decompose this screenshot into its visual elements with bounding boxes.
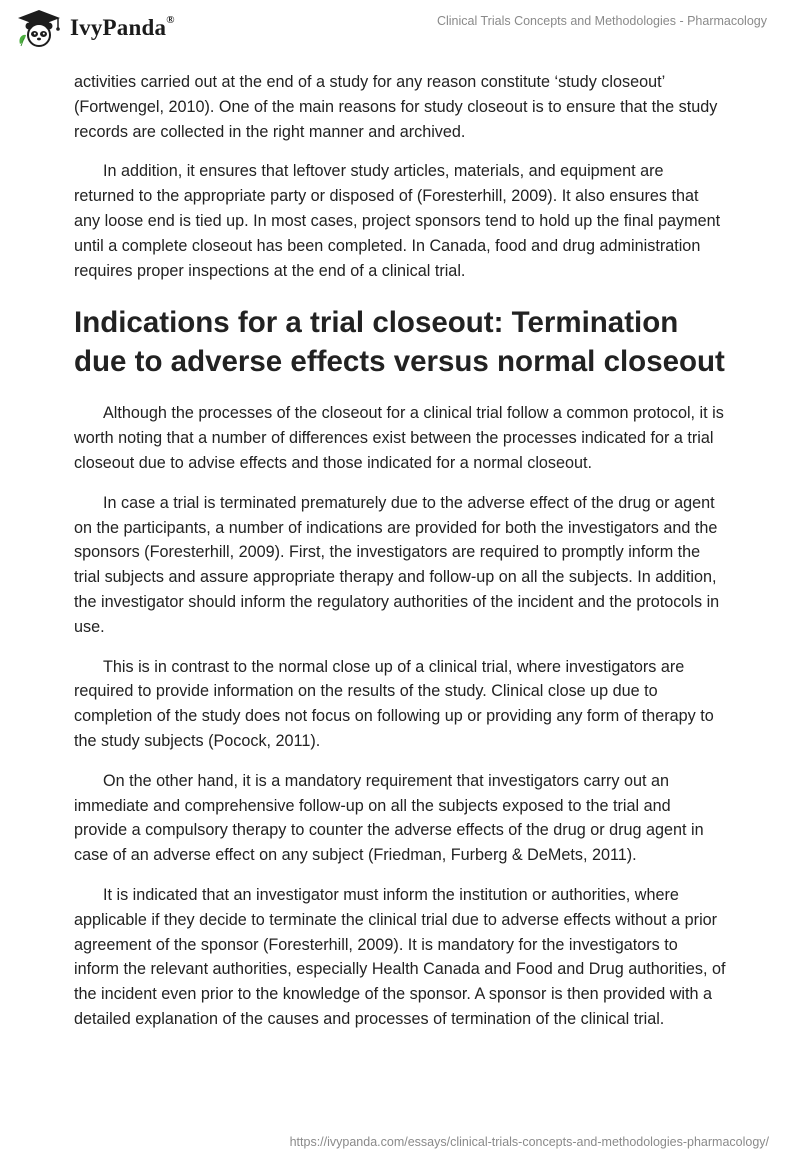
section-heading: Indications for a trial closeout: Termination due to adverse effects versus normal closeout [74,306,725,379]
source-url[interactable]: https://ivypanda.com/essays/clinical-trials-concepts-and-methodologies-pharmacology/ [289,1135,769,1149]
paragraph: activities carried out at the end of a study for any reason constitute ‘study closeout’ (Fortwengel, 2010). One of the main reasons for study closeout is to ensure that the study records are collected in the right manner and archived. [74,73,718,141]
paragraph: Although the processes of the closeout for a clinical trial follow a common protocol, it is worth noting that a number of differences exist between the processes indicated for a trial closeout due to advise effects and those indicated for a normal closeout. [74,404,724,472]
panda-graduate-icon [14,8,64,48]
page-header [0,0,800,60]
paragraph: On the other hand, it is a mandatory requirement that investigators carry out an immediate and comprehensive follow-up on all the subjects exposed to the trial and provide a compulsory therapy to counter the adverse effects of the drug or drug agent in case of an adverse effect on any subject (Friedman, Furberg & DeMets, 2011). [74,771,704,865]
paragraph: In addition, it ensures that leftover study articles, materials, and equipment are returned to the appropriate party or disposed of (Foresterhill, 2009). It also ensures that any loose end is tied up. In most cases, project sponsors tend to hold up the final payment until a complete closeout has been completed. In Canada, food and drug administration requires proper inspections at the end of a clinical trial. [74,162,721,280]
ivypanda-logo[interactable] [14,8,175,48]
brand-name [70,15,175,41]
paragraph: This is in contrast to the normal close up of a clinical trial, where investigators are required to provide information on the results of the study. Clinical close up due to completion of the study does not focus on following up or providing any form of therapy to the study subjects (Pocock, 2011). [74,657,714,750]
article-body [74,70,726,1047]
paragraph: It is indicated that an investigator must inform the institution or authorities, where applicable if they decide to terminate the clinical trial due to adverse effects without a prior agreement of the sponsor (Foresterhill, 2009). It is mandatory for the investigators to inform the relevant authorities, especially Health Canada and Food and Drug authorities, of the incident even prior to the knowledge of the sponsor. A sponsor is then provided with a detailed explanation of the causes and processes of termination of the clinical trial. [74,885,726,1028]
document-title: Clinical Trials Concepts and Methodologies - Pharmacology [436,14,767,28]
paragraph: In case a trial is terminated prematurely due to the adverse effect of the drug or agent on the participants, a number of indications are provided for both the investigators and the sponsors (Foresterhill, 2009). First, the investigators are required to promptly inform the trial subjects and assure appropriate therapy and follow-up on all the subjects. In addition, the investigator should inform the regulatory authorities of the incident and the protocols in use. [74,493,720,636]
registered-mark: ® [166,14,175,26]
brand-name-text: IvyPanda [70,15,167,40]
